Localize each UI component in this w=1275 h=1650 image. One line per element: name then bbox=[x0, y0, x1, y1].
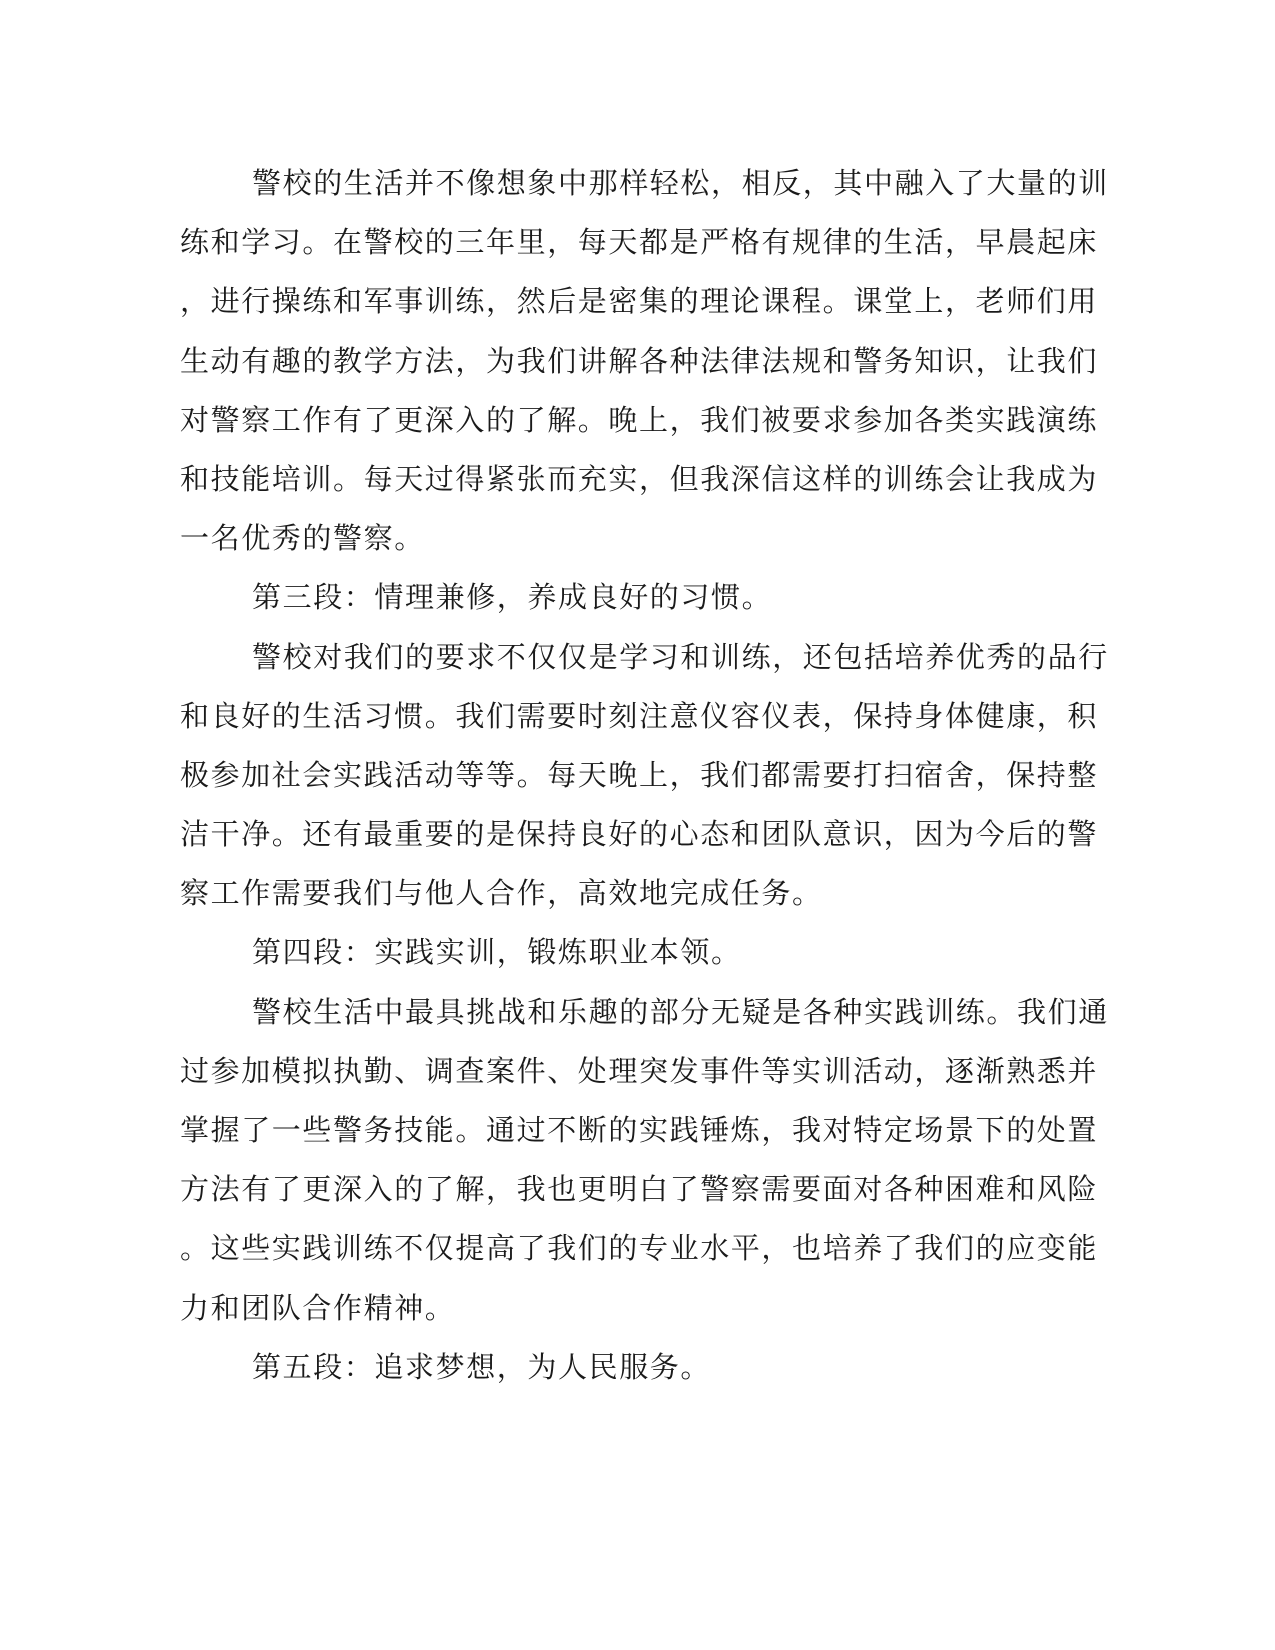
text-line: 力和团队合作精神。 bbox=[180, 1290, 456, 1325]
text-line: 生动有趣的教学方法，为我们讲解各种法律法规和警务知识，让我们 bbox=[180, 343, 1099, 378]
section-heading-4: 第四段：实践实训，锻炼职业本领。 bbox=[252, 935, 742, 970]
text-line: 极参加社会实践活动等等。每天晚上，我们都需要打扫宿舍，保持整 bbox=[180, 757, 1099, 792]
text-line: 对警察工作有了更深入的了解。晚上，我们被要求参加各类实践演练 bbox=[180, 402, 1099, 437]
text-line: 方法有了更深入的了解，我也更明白了警察需要面对各种困难和风险 bbox=[180, 1172, 1099, 1207]
text-line: 一名优秀的警察。 bbox=[180, 521, 425, 556]
section-heading-5: 第五段：追求梦想，为人民服务。 bbox=[252, 1349, 712, 1384]
text-line: 掌握了一些警务技能。通过不断的实践锤炼，我对特定场景下的处置 bbox=[180, 1113, 1099, 1147]
text-line: 察工作需要我们与他人合作，高效地完成任务。 bbox=[180, 876, 823, 911]
text-line: 警校的生活并不像想象中那样轻松，相反，其中融入了大量的训 bbox=[252, 166, 1109, 200]
text-line: 洁干净。还有最重要的是保持良好的心态和团队意识，因为今后的警 bbox=[180, 817, 1099, 852]
text-line: ，进行操练和军事训练，然后是密集的理论课程。课堂上，老师们用 bbox=[180, 284, 1099, 319]
text-line: 和良好的生活习惯。我们需要时刻注意仪容仪表，保持身体健康，积 bbox=[180, 698, 1099, 733]
text-line: 警校对我们的要求不仅仅是学习和训练，还包括培养优秀的品行 bbox=[252, 639, 1109, 674]
text-line: 过参加模拟执勤、调查案件、处理突发事件等实训活动，逐渐熟悉并 bbox=[180, 1053, 1099, 1088]
document-body bbox=[180, 154, 1109, 1397]
text-line: 警校生活中最具挑战和乐趣的部分无疑是各种实践训练。我们通 bbox=[252, 994, 1109, 1029]
section-heading-3: 第三段：情理兼修，养成良好的习惯。 bbox=[252, 580, 773, 615]
text-line: 和技能培训。每天过得紧张而充实，但我深信这样的训练会让我成为 bbox=[180, 461, 1099, 496]
text-line: 。这些实践训练不仅提高了我们的专业水平，也培养了我们的应变能 bbox=[180, 1231, 1099, 1266]
text-line: 练和学习。在警校的三年里，每天都是严格有规律的生活，早晨起床 bbox=[180, 225, 1099, 260]
